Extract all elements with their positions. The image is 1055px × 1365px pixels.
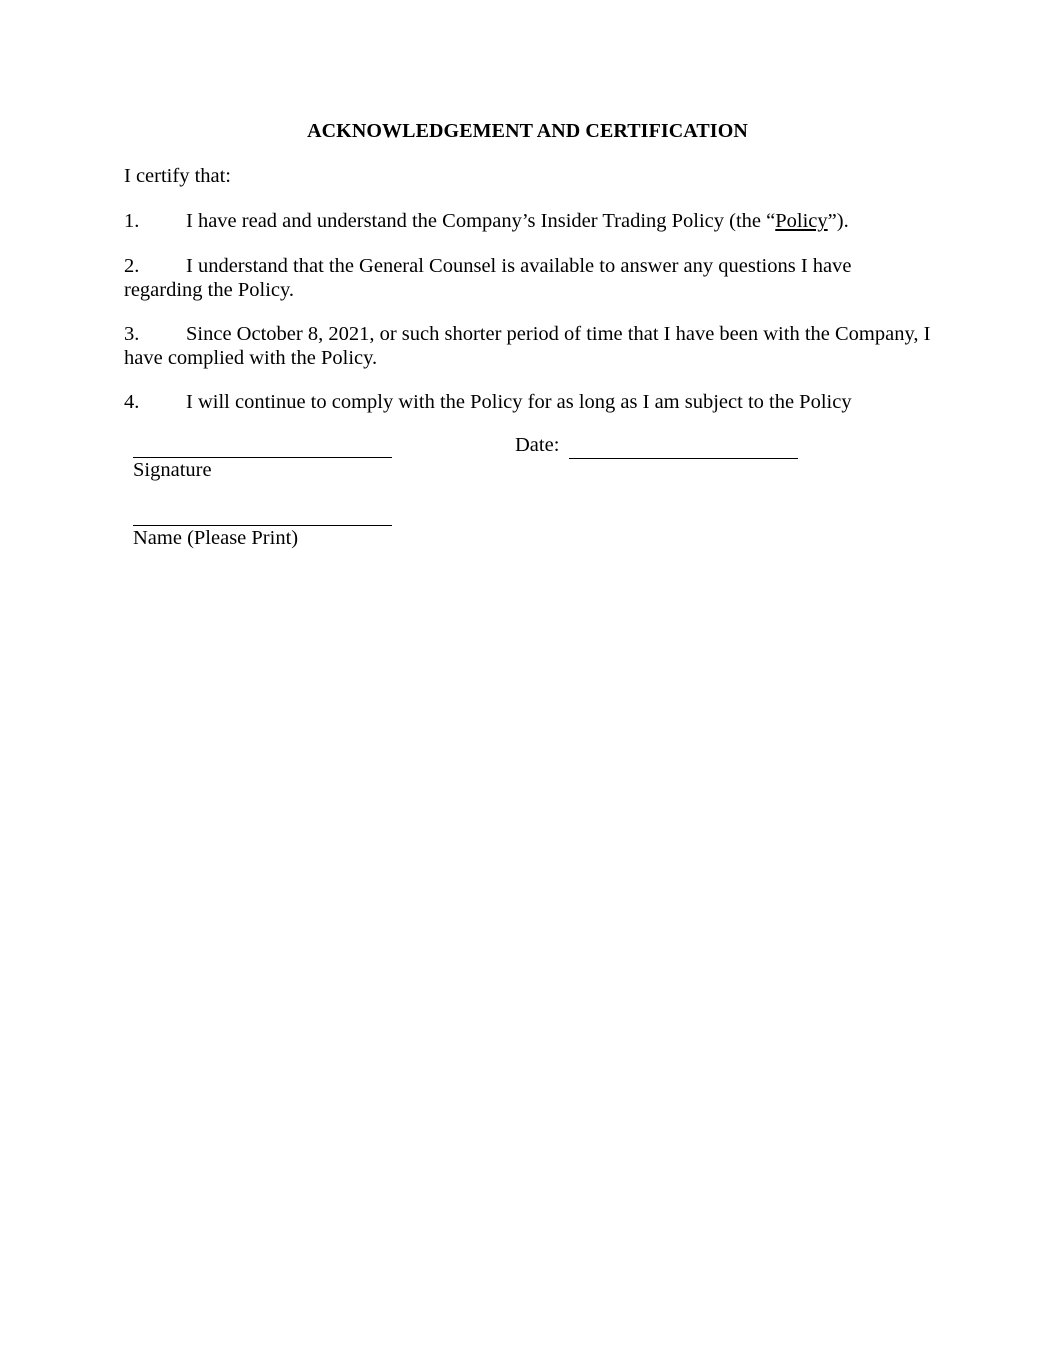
item-text: Since October 8, 2021, or such shorter period of time that I have been with the Company, I have complied with the Policy. [124, 323, 931, 369]
item-number: 4. [124, 391, 140, 413]
item-text-after: ”). [827, 210, 849, 232]
date-line[interactable] [569, 458, 798, 459]
signature-label: Signature [133, 459, 212, 481]
name-print-label: Name (Please Print) [133, 527, 299, 549]
signature-line[interactable] [133, 457, 392, 458]
certification-item-3 [124, 322, 936, 370]
document-title: ACKNOWLEDGEMENT AND CERTIFICATION [307, 120, 748, 142]
item-text: I understand that the General Counsel is available to answer any questions I have regarding the Policy. [124, 255, 852, 301]
defined-term-policy: Policy [775, 210, 828, 232]
item-number: 1. [124, 210, 140, 232]
intro-text: I certify that: [124, 165, 232, 187]
certification-item-1 [124, 209, 934, 233]
item-number: 3. [124, 323, 140, 345]
item-number: 2. [124, 255, 140, 277]
name-print-line[interactable] [133, 525, 392, 526]
certification-item-4 [124, 390, 934, 414]
item-text-before: I have read and understand the Company’s Insider Trading Policy (the “ [186, 210, 776, 232]
item-text: I will continue to comply with the Policy for as long as I am subject to the Policy [186, 391, 852, 413]
date-label: Date: [515, 434, 560, 456]
certification-item-2 [124, 254, 874, 302]
